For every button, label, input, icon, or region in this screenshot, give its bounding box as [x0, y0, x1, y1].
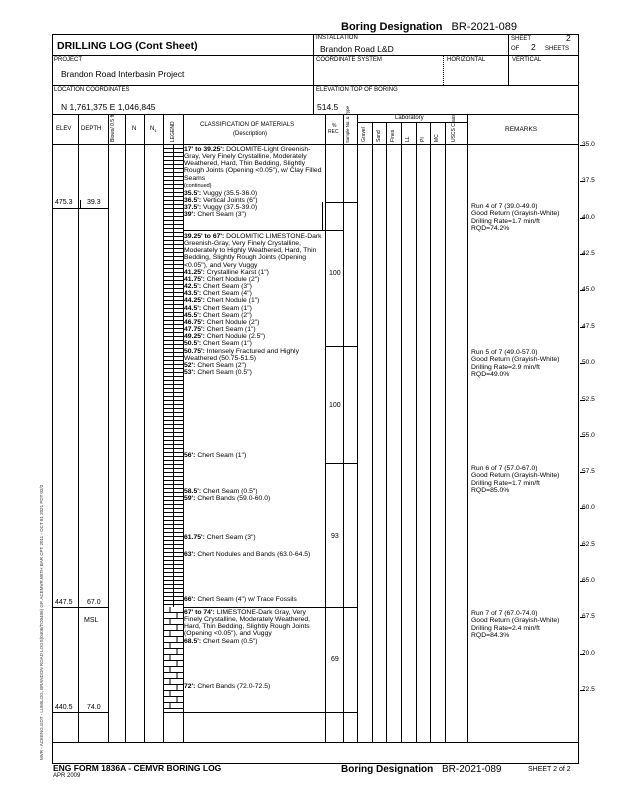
- desc-item-depth: 35.5':: [184, 189, 202, 197]
- desc-item-depth: 42.5':: [184, 283, 202, 291]
- elevation-value: 514.5: [317, 102, 339, 112]
- col-n1-sub: 1: [154, 128, 157, 134]
- sheets-total: 2: [531, 42, 536, 52]
- desc-item-text: Chert Seam (0.5"): [201, 488, 258, 495]
- desc-item-depth: 36.5':: [184, 197, 202, 205]
- col-legend: LEGEND: [170, 121, 176, 142]
- col-sample: Sample No. & Type: [345, 106, 350, 143]
- boring-designation-value: BR-2021-089: [451, 21, 517, 33]
- run-line: Drilling Rate=2.9 min/ft: [471, 363, 540, 371]
- msl-label: MSL: [84, 617, 99, 624]
- run-line: Good Return (Grayish-White): [471, 356, 560, 364]
- description-dolomite: [184, 146, 324, 219]
- desc-item-depth: 59':: [184, 495, 196, 503]
- col-classification: CLASSIFICATION OF MATERIALS: [200, 122, 295, 128]
- depth-tick: 37.5: [582, 177, 595, 184]
- depth-tick: 50.0: [582, 359, 595, 366]
- location-value: N 1,761,375 E 1,046,845: [61, 102, 156, 112]
- desc-item-text: Vuggy (35.5-36.0): [201, 189, 258, 197]
- run-line: Good Return (Grayish-White): [471, 472, 560, 480]
- depth-tick: 62.5: [582, 541, 595, 548]
- vertical-label: VERTICAL: [512, 57, 542, 63]
- recovery-value: 100: [329, 402, 341, 409]
- desc-item-text: Vertical Joints (6"): [201, 197, 258, 205]
- desc-item-text: Chert Seam (1"): [201, 304, 252, 312]
- elevation-label: ELEVATION TOP OF BORING: [316, 87, 398, 93]
- desc-item-depth: 45.5':: [184, 311, 202, 319]
- run-remarks: [471, 610, 559, 640]
- recovery-value: 100: [329, 270, 341, 277]
- footer-boring-label: Boring Designation: [341, 764, 434, 775]
- desc-heading: 67' to 74':: [184, 609, 215, 616]
- run-remarks: [471, 203, 559, 233]
- col-sand: Sand: [376, 130, 382, 142]
- elev-value: 447.5: [55, 599, 73, 606]
- footer-boring-value: BR-2021-089: [442, 764, 502, 775]
- desc-item-depth: 53':: [184, 368, 196, 376]
- desc-item-depth: 41.75':: [184, 275, 205, 283]
- sheet-label: SHEET: [511, 36, 532, 42]
- col-n: N: [132, 126, 137, 132]
- depth-tick: 65.0: [582, 577, 595, 584]
- footer-boring-designation: [341, 764, 502, 775]
- run-line: Good Return (Grayish-White): [471, 210, 560, 218]
- recovery-value: 93: [331, 533, 339, 540]
- depth-tick: 40.0: [582, 214, 595, 221]
- desc-item-depth: 72':: [184, 683, 196, 690]
- depth-tick: 72.5: [582, 686, 595, 693]
- depth-value: 74.0: [87, 704, 101, 711]
- desc-item-depth: 68.5':: [184, 637, 202, 645]
- legend-limestone: [164, 607, 183, 712]
- depth-tick: 67.5: [582, 613, 595, 620]
- project-value: Brandon Road Interbasin Project: [61, 69, 185, 79]
- of-label: OF: [511, 46, 520, 52]
- desc-61-75: [184, 534, 324, 541]
- desc-item-text: Chert Seam (3"): [204, 534, 256, 541]
- sidebar-file-path: MVR - ACEENG.GDT - LUMILOG, BRANDON ROAD LOGS(0406/TO0406) GP, ACEMVR.WITH BAR CPT 2011 - OCT 01 2021 PDT 02/2: [39, 484, 44, 760]
- location-label: LOCATION COORDINATES: [54, 87, 130, 93]
- desc-item-depth: 56':: [184, 452, 196, 459]
- col-n1: [150, 126, 157, 133]
- desc-item-depth: 39':: [184, 211, 196, 219]
- desc-item-text: Chert Seam (2"): [201, 311, 252, 319]
- col-rec-pct: %: [332, 123, 337, 129]
- col-mc: MC: [434, 134, 440, 142]
- col-rec: REC: [328, 129, 339, 135]
- desc-item-text: Vuggy (37.5-39.0): [201, 204, 258, 212]
- desc-item-depth: 41.25':: [184, 268, 205, 276]
- depth-tick: 35.0: [582, 141, 595, 148]
- col-elev: ELEV: [56, 126, 72, 132]
- depth-tick: 70.0: [582, 650, 595, 657]
- desc-item-text: Intensely Fractured and Highly Weathered (50.75-51.5): [184, 347, 299, 362]
- col-blows: Blows/ 0.5 ft: [110, 114, 116, 142]
- desc-continued: (continued): [184, 182, 212, 189]
- sheet-number: 2: [566, 33, 571, 43]
- depth-tick: 57.5: [582, 468, 595, 475]
- col-remarks: REMARKS: [505, 126, 538, 133]
- desc-item-text: Chert Seam (1"): [195, 452, 247, 459]
- run-line: RQD=49.0%: [471, 371, 510, 379]
- run-remarks: [471, 349, 559, 379]
- desc-item-depth: 66':: [184, 596, 196, 603]
- desc-item-text: Chert Seam (2"): [195, 361, 247, 369]
- desc-item-depth: 58.5':: [184, 488, 202, 495]
- elev-value: 440.5: [55, 704, 73, 711]
- run-line: RQD=84.3%: [471, 632, 510, 640]
- footer-date: APR 2009: [53, 773, 81, 779]
- sheets-label: SHEETS: [545, 46, 570, 52]
- desc-item-text: Chert Nodules and Bands (63.0-64.5): [195, 551, 311, 558]
- desc-item-depth: 61.75':: [184, 534, 205, 541]
- desc-heading: 39.25' to 67':: [184, 233, 225, 240]
- description-dolomitic-limestone: [184, 233, 324, 376]
- col-ll: LL: [405, 136, 411, 142]
- depth-tick: 47.5: [582, 323, 595, 330]
- coord-system-label: COORDINATE SYSTEM: [316, 57, 382, 63]
- desc-item-text: Chert Nodule (1"): [204, 297, 260, 305]
- depth-value: 67.0: [87, 599, 101, 606]
- desc-58-5: [184, 488, 324, 502]
- desc-item-depth: 63':: [184, 551, 196, 558]
- horizontal-label: HORIZONTAL: [447, 57, 486, 63]
- desc-item-text: Chert Bands (59.0-60.0): [195, 495, 271, 503]
- depth-tick: 42.5: [582, 250, 595, 257]
- desc-63: [184, 551, 324, 558]
- depth-value: 39.3: [87, 199, 101, 206]
- run-line: Run 7 of 7 (67.0-74.0): [471, 610, 538, 617]
- installation-label: INSTALLATION: [316, 35, 358, 41]
- desc-item-text: Chert Seam (0.5"): [195, 368, 252, 376]
- description-limestone: [184, 609, 324, 645]
- depth-tick: 55.0: [582, 432, 595, 439]
- boring-designation-top: [341, 21, 517, 33]
- run-line: Run 4 of 7 (39.0-49.0): [471, 203, 538, 210]
- desc-text: DOLOMITIC LIMESTONE-Dark Greenish-Gray, Very Finely Crystalline, Moderately to Highly Weathered, Hard, Thin Bedding, Slightly Rough Joints (Opening <0.05"), and Very Vuggy: [184, 233, 322, 269]
- desc-item-text: Chert Nodule (2.5"): [204, 333, 266, 341]
- run-line: Drilling Rate=2.4 min/ft: [471, 624, 540, 632]
- desc-item-text: Chert Nodule (2"): [204, 275, 260, 283]
- desc-item-depth: 50.75':: [184, 347, 205, 355]
- col-description: (Description): [233, 131, 268, 137]
- project-label: PROJECT: [54, 57, 83, 63]
- legend-dolomite: [164, 145, 183, 607]
- desc-item-depth: 43.5':: [184, 290, 202, 298]
- desc-item-text: Chert Seam (4") w/ Trace Fossils: [195, 596, 297, 603]
- desc-text: DOLOMITE-Light Greenish-Gray, Very Finely Crystalline, Moderately Weathered, Hard, Thin Bedding, Slightly Rough Joints (Opening <0.05"), w/ Clay Filled Seams: [184, 146, 322, 182]
- footer-sheet: SHEET 2 of 2: [528, 766, 571, 773]
- run-line: Drilling Rate=1.7 min/ft: [471, 217, 540, 225]
- desc-56: [184, 452, 324, 459]
- desc-66: [184, 596, 324, 603]
- desc-item-depth: 52':: [184, 361, 196, 369]
- run-line: Run 5 of 7 (49.0-57.0): [471, 349, 538, 356]
- col-uscs: USCS Class: [451, 114, 457, 142]
- col-gravel: Gravel: [361, 127, 367, 142]
- desc-item-depth: 46.75':: [184, 318, 205, 326]
- desc-item-text: Chert Seam (4"): [201, 290, 252, 298]
- form-title: DRILLING LOG (Cont Sheet): [57, 40, 198, 52]
- depth-tick: 52.5: [582, 396, 595, 403]
- col-pi: PI: [420, 137, 426, 142]
- col-n1-text: N: [150, 126, 155, 132]
- elev-value: 475.3: [55, 199, 73, 206]
- desc-72: [184, 683, 324, 690]
- installation-value: Brandon Road L&D: [320, 44, 394, 54]
- desc-item-depth: 49.25':: [184, 333, 205, 341]
- col-fines: Fines: [390, 129, 396, 142]
- desc-item-text: Crystalline Karst (1"): [204, 268, 269, 276]
- desc-heading: 17' to 39.25':: [184, 146, 225, 153]
- col-depth: DEPTH: [81, 126, 102, 132]
- desc-item-depth: 50.5':: [184, 340, 202, 348]
- run-line: Drilling Rate=1.7 min/ft: [471, 479, 540, 487]
- depth-tick: 45.0: [582, 286, 595, 293]
- desc-item-text: Chert Seam (1"): [201, 340, 252, 348]
- desc-item-depth: 47.75':: [184, 326, 205, 334]
- desc-item-text: Chert Seam (3"): [201, 283, 252, 291]
- run-line: RQD=74.2%: [471, 225, 510, 233]
- desc-item-text: Chert Nodule (2"): [204, 318, 260, 326]
- desc-item-depth: 44.25':: [184, 297, 205, 305]
- desc-item-depth: 37.5':: [184, 204, 202, 212]
- run-line: RQD=85.0%: [471, 487, 510, 495]
- desc-item-text: Chert Seam (3"): [195, 211, 247, 219]
- run-line: Good Return (Grayish-White): [471, 617, 560, 625]
- run-line: Run 6 of 7 (57.0-67.0): [471, 465, 538, 472]
- desc-item-text: Chert Seam (0.5"): [201, 637, 258, 645]
- run-remarks: [471, 465, 559, 495]
- col-laboratory: Laboratory: [395, 115, 424, 121]
- footer-form: ENG FORM 1836A - CEMVR BORING LOG: [53, 763, 222, 773]
- recovery-value: 69: [331, 656, 339, 663]
- boring-designation-label: Boring Designation: [341, 21, 443, 33]
- desc-text: LIMESTONE-Dark Gray, Very Finely Crystalline, Moderately Weathered, Hard, Thin Bedding, Slightly Rough Joints (Opening <0.05"), and Vuggy: [184, 609, 311, 638]
- desc-item-depth: 44.5':: [184, 304, 202, 312]
- depth-tick: 60.0: [582, 504, 595, 511]
- desc-item-text: Chert Bands (72.0-72.5): [195, 683, 271, 690]
- desc-item-text: Chert Seam (1"): [204, 326, 256, 334]
